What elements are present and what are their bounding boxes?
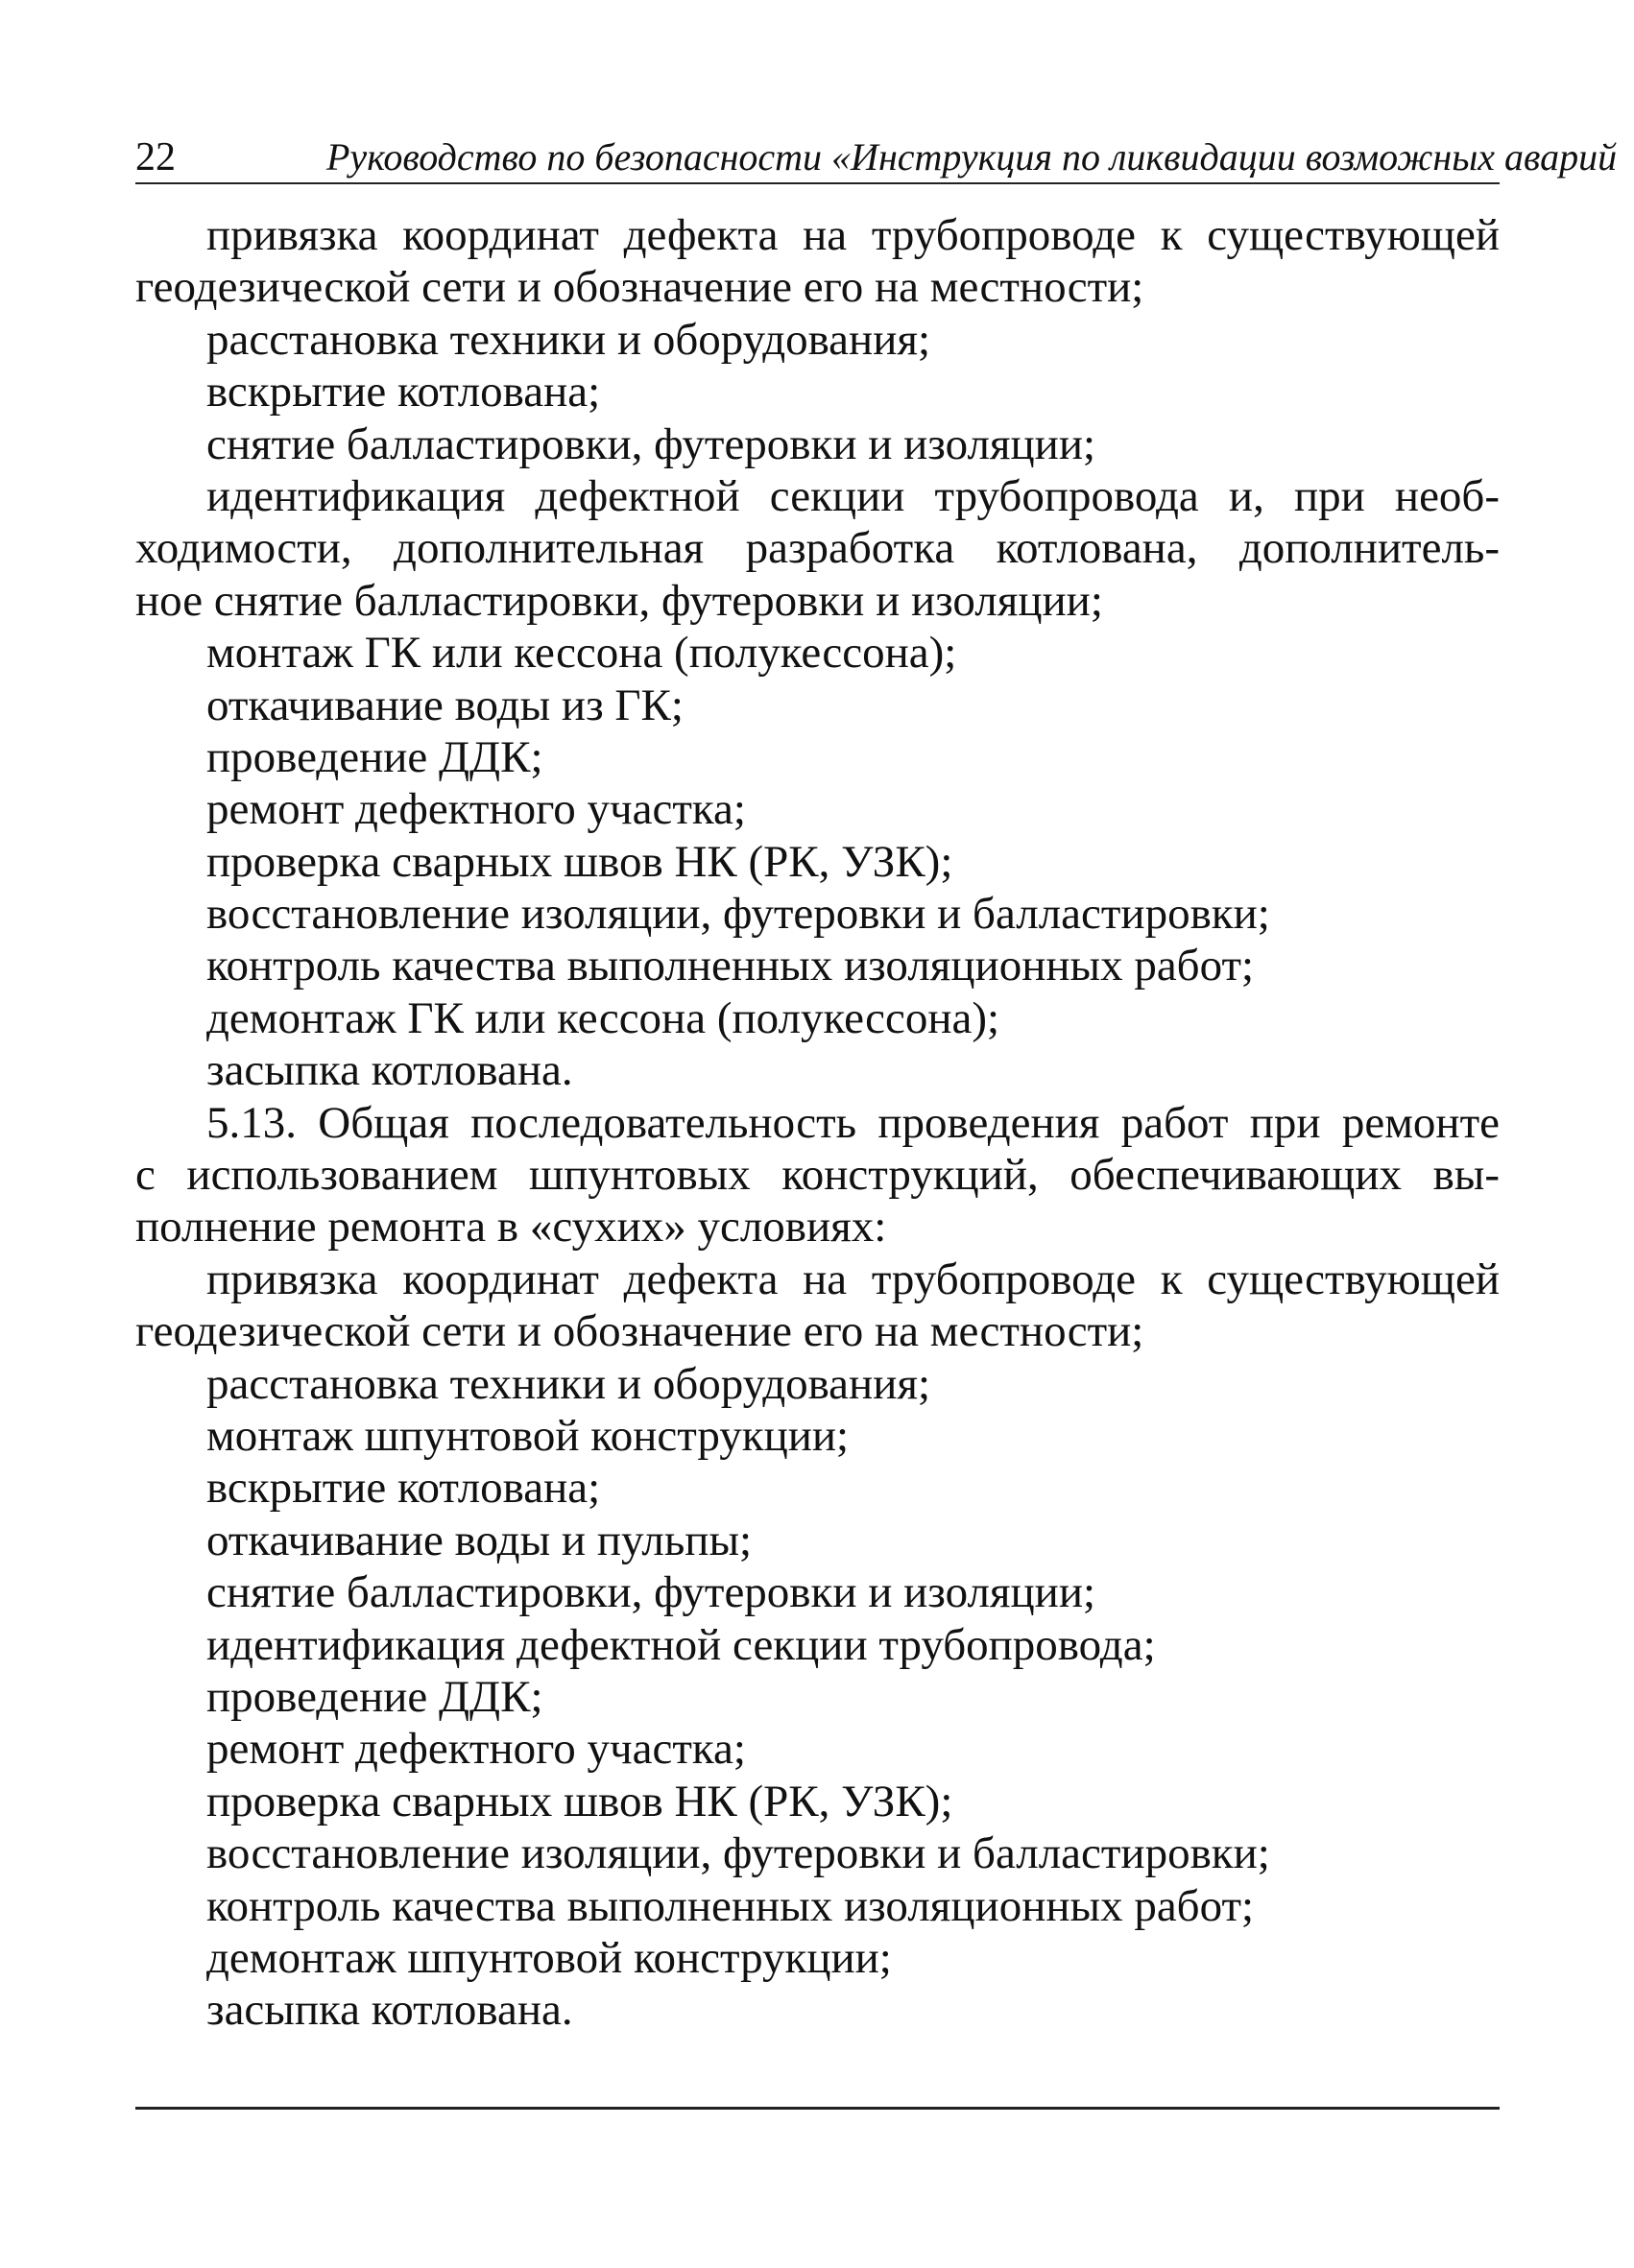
text-line: идентификация дефектной секции трубопровода и, при необ- — [206, 470, 1500, 521]
text-line: восстановление изоляции, футеровки и балластировки; — [206, 1828, 1270, 1879]
text-line: снятие балластировки, футеровки и изоляции; — [206, 1567, 1096, 1618]
text-line: ходимости, дополнительная разработка котлована, дополнитель- — [135, 523, 1500, 574]
text-line: откачивание воды и пульпы; — [206, 1515, 753, 1565]
text-line: расстановка техники и оборудования; — [206, 1358, 931, 1409]
text-line: ремонт дефектного участка; — [206, 1724, 746, 1775]
text-line: проверка сварных швов НК (РК, УЗК); — [206, 836, 953, 887]
header-rule — [135, 182, 1500, 184]
text-line: снятие балластировки, футеровки и изоляции; — [206, 418, 1096, 469]
page-number: 22 — [135, 135, 176, 179]
text-line: ремонт дефектного участка; — [206, 784, 746, 835]
text-line: восстановление изоляции, футеровки и балластировки; — [206, 889, 1270, 940]
text-line: монтаж шпунтовой конструкции; — [206, 1410, 850, 1461]
running-title: Руководство по безопасности «Инструкция по ликвидации возможных аварий — [326, 135, 1618, 179]
text-line: привязка координат дефекта на трубопроводе к существующей — [206, 210, 1500, 260]
text-line: 5.13. Общая последовательность проведения работ при ремонте — [206, 1097, 1500, 1148]
text-line: монтаж ГК или кессона (полукессона); — [206, 628, 957, 679]
text-line: засыпка котлована. — [206, 1985, 573, 2036]
text-line: полнение ремонта в «сухих» условиях: — [135, 1202, 887, 1253]
text-line: вскрытие котлована; — [206, 367, 601, 418]
text-line: демонтаж ГК или кессона (полукессона); — [206, 992, 1000, 1043]
text-line: привязка координат дефекта на трубопроводе к существующей — [206, 1253, 1500, 1304]
text-line: проверка сварных швов НК (РК, УЗК); — [206, 1776, 953, 1826]
text-line: откачивание воды из ГК; — [206, 680, 684, 730]
text-line: вскрытие котлована; — [206, 1463, 601, 1514]
text-line: идентификация дефектной секции трубопровода; — [206, 1619, 1156, 1670]
text-line: контроль качества выполненных изоляционных работ; — [206, 941, 1255, 991]
text-line: проведение ДДК; — [206, 1671, 543, 1722]
text-line: расстановка техники и оборудования; — [206, 314, 931, 365]
footer-rule — [135, 2107, 1500, 2110]
text-line: ное снятие балластировки, футеровки и изоляции; — [135, 575, 1103, 626]
body-text — [135, 209, 1500, 2037]
text-line: геодезической сети и обозначение его на местности; — [135, 262, 1144, 313]
text-line: засыпка котлована. — [206, 1045, 573, 1096]
text-line: проведение ДДК; — [206, 731, 543, 782]
text-line: демонтаж шпунтовой конструкции; — [206, 1932, 892, 1983]
text-line: геодезической сети и обозначение его на местности; — [135, 1306, 1144, 1357]
text-line: с использованием шпунтовых конструкций, обеспечивающих вы- — [135, 1150, 1500, 1201]
text-line: контроль качества выполненных изоляционных работ; — [206, 1880, 1255, 1931]
